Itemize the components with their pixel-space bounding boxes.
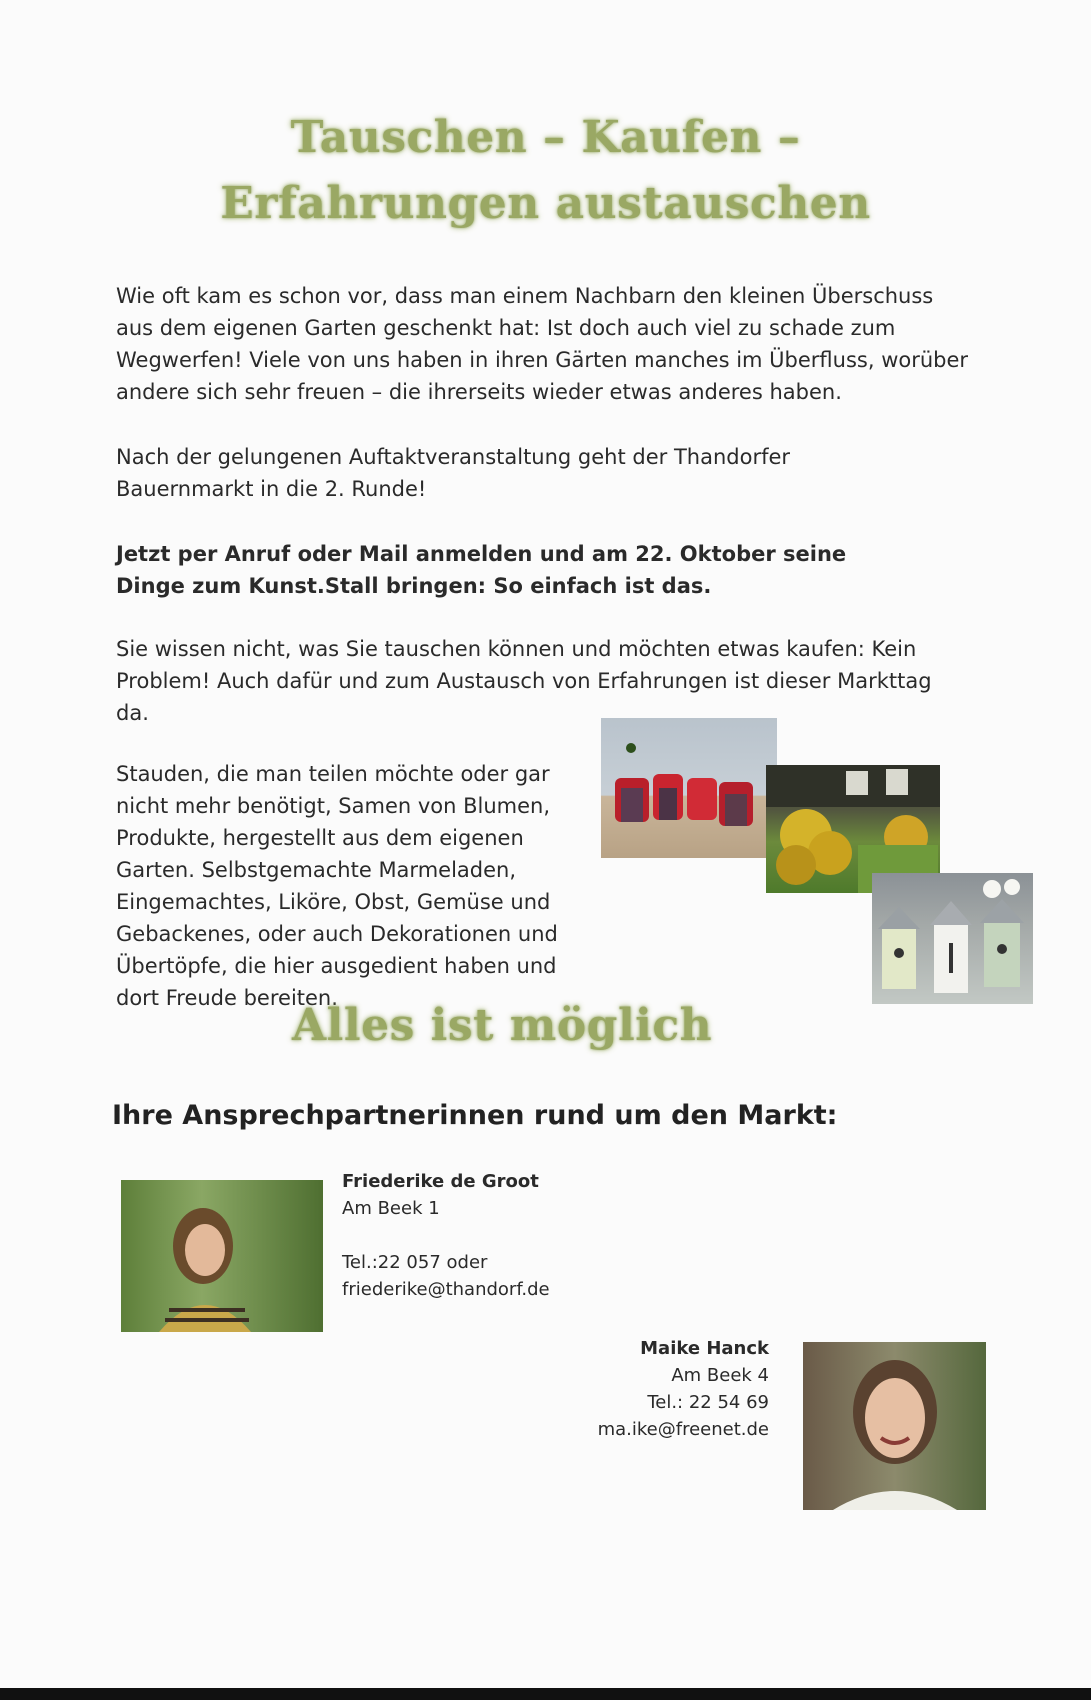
contact-email[interactable]: ma.ike@freenet.de [597,1419,769,1440]
contact-friederike [342,1168,550,1303]
contact-phone: Tel.:22 057 oder [342,1252,488,1273]
contacts-heading: Ihre Ansprechpartnerinnen rund um den Markt: [112,1100,838,1131]
maike-photo [803,1342,986,1510]
contact-maike [598,1335,769,1443]
slogan: Alles ist möglich [292,1000,713,1051]
contact-name: Maike Hanck [640,1338,769,1359]
headline-line-2: Erfahrungen austauschen [220,178,871,229]
friederike-photo [121,1180,323,1332]
buy-paragraph: Sie wissen nicht, was Sie tauschen können und möchten etwas kaufen: Kein Problem! Auch dafür und zum Austausch von Erfahrungen ist dieser Markttag da. [116,637,932,725]
items-text: Stauden, die man teilen möchte oder gar nicht mehr benötigt, Samen von Blumen, Produkte, hergestellt aus dem eigenen Garten. Selbstgemachte Marmeladen, Eingemachtes, Liköre, Obst, Gemüse und Gebackenes, oder auch Dekorationen und Übertöpfe, die hier ausgedient haben und dort Freude bereiten. [116,762,558,1010]
intro-paragraph: Wie oft kam es schon vor, dass man einem Nachbarn den kleinen Überschuss aus dem eigenen Garten geschenkt hat: Ist doch auch viel zu schade zum Wegwerfen! Viele von uns haben in ihren Gärten manches im Überfluss, worüber andere sich sehr freuen – die ihrerseits wieder etwas anderes haben. [116,284,969,404]
jam-jars-photo [601,718,777,858]
contact-email[interactable]: friederike@thandorf.de [342,1279,550,1300]
birdhouses-photo [872,873,1033,1004]
contact-phone: Tel.: 22 54 69 [647,1392,769,1413]
second-round-paragraph: Nach der gelungenen Auftaktveranstaltung geht der Thandorfer Bauernmarkt in die 2. Runde! [116,445,791,501]
page-bottom-edge [0,1688,1091,1700]
headline-line-1: Tauschen – Kaufen – [290,112,801,163]
contact-name: Friederike de Groot [342,1171,539,1192]
contact-address: Am Beek 4 [671,1365,769,1386]
contact-address: Am Beek 1 [342,1198,440,1219]
signup-paragraph: Jetzt per Anruf oder Mail anmelden und am 22. Oktober seine Dinge zum Kunst.Stall bringen: So einfach ist das. [116,542,847,598]
